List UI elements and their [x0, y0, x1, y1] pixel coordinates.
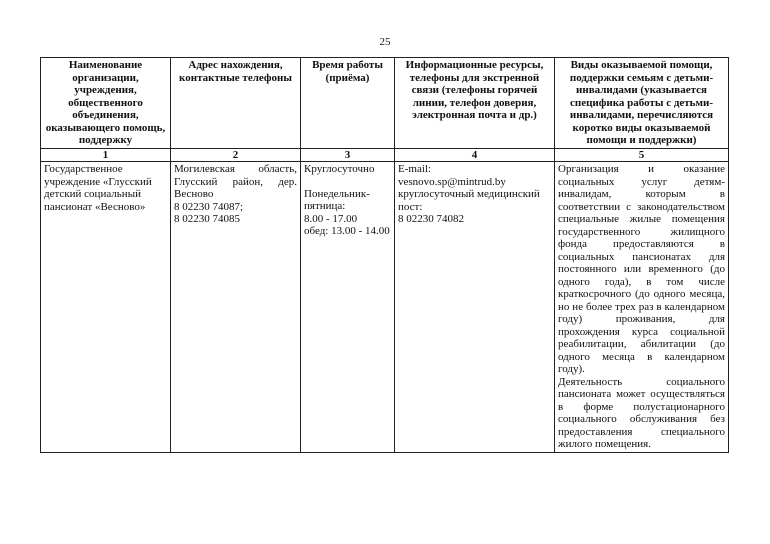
help-description: Организация и оказание социальных услуг детям-инвалидам, которым в соответствии с законодательством специальные жилые помещения государственного жилищного фонда предоставляются в социальных пансионатах для постоянного или временного (до одного года), в том числе краткосрочного (до одного месяца, но не более трех раз в календарном году) проживания, для прохождения курса социальной реабилитации, абилитации (до одного месяца в календарном году).	[558, 163, 725, 375]
assistance-table	[40, 57, 729, 453]
hours-main: Круглосуточно	[304, 163, 375, 175]
help-description: Деятельность социального пансионата может осуществляться в форме полустационарного социального обслуживания без предоставления специального жилого помещения.	[558, 375, 725, 450]
email-address[interactable]: vesnovo.sp@mintrud.by	[398, 175, 506, 188]
page-number: 25	[379, 36, 391, 48]
column-number: 3	[301, 148, 395, 162]
medical-post-label: круглосуточный медицинский пост:	[398, 188, 540, 213]
organization-name: Государственное учреждение «Глусский детский социальный пансионат «Весново»	[44, 163, 152, 213]
column-number: 1	[41, 148, 171, 162]
cell-info-resources	[395, 162, 555, 453]
table-row	[41, 162, 729, 453]
column-number: 2	[171, 148, 301, 162]
address-phone: 8 02230 74087;	[174, 200, 244, 213]
address-phone: 8 02230 74085	[174, 213, 240, 225]
email-label: E-mail:	[398, 163, 431, 175]
column-number: 5	[555, 148, 729, 162]
header-help-types: Виды оказываемой помощи, поддержки семьям с детьми-инвалидами (указывается специфика работы с детьми-инвалидами, перечисляются коротко виды оказываемой помощи и поддержки)	[555, 58, 729, 149]
hours-lunch: обед: 13.00 - 14.00	[304, 225, 390, 237]
cell-hours	[301, 162, 395, 453]
header-organization: Наименование организации, учреждения, общественного объединения, оказывающего помощь, поддержку	[41, 58, 171, 149]
column-number-row	[41, 148, 729, 162]
column-number: 4	[395, 148, 555, 162]
medical-post-phone: 8 02230 74082	[398, 213, 464, 225]
header-address: Адрес нахождения, контактные телефоны	[171, 58, 301, 149]
cell-organization	[41, 162, 171, 453]
address-text: Могилевская область, Глусский район, дер. Весново	[174, 163, 297, 200]
hours-time: 8.00 - 17.00	[304, 212, 358, 225]
header-info-resources: Информационные ресурсы, телефоны для экстренной связи (телефоны горячей линии, телефон доверия, электронная почта и др.)	[395, 58, 555, 149]
header-hours: Время работы (приёма)	[301, 58, 395, 149]
header-row	[41, 58, 729, 149]
cell-help-types	[555, 162, 729, 453]
cell-address	[171, 162, 301, 453]
hours-days: Понедельник-пятница:	[304, 187, 370, 212]
